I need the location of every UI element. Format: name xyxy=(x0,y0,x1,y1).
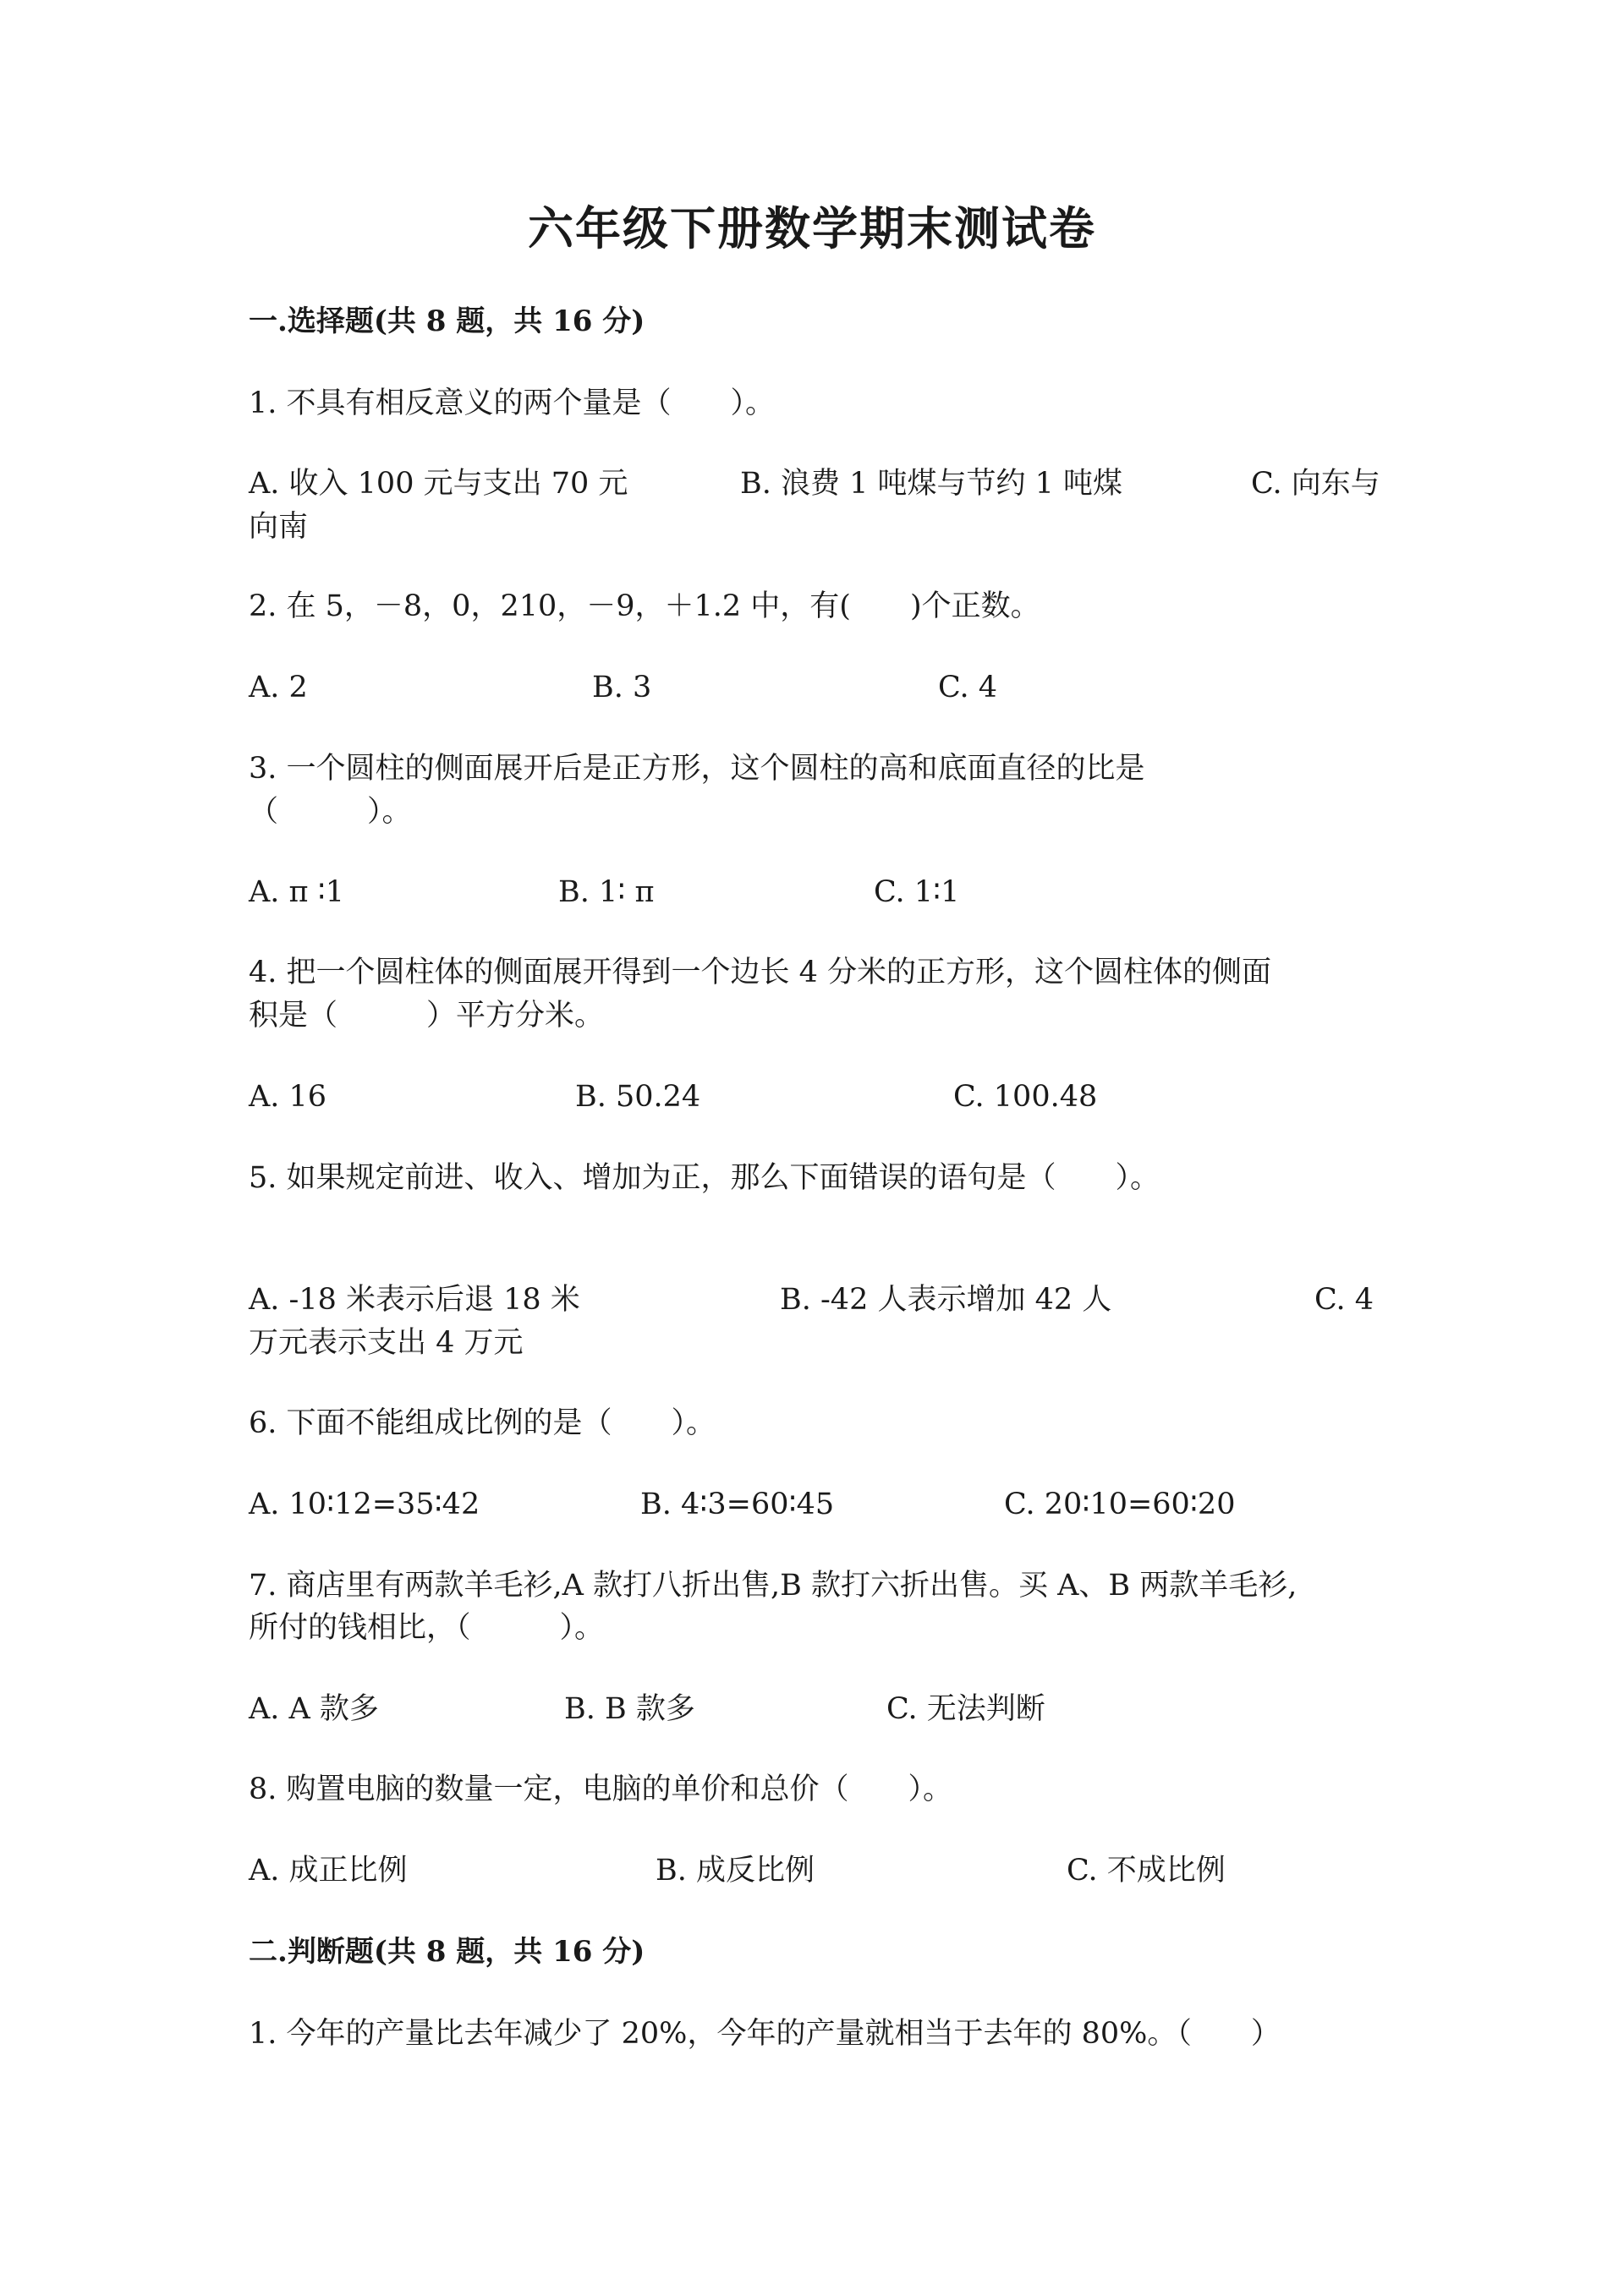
question-3-option-c: C. 1∶1 xyxy=(874,875,960,909)
question-7-option-b: B. B 款多 xyxy=(564,1692,695,1726)
question-6-option-b: B. 4∶3=60∶45 xyxy=(640,1488,835,1521)
question-8-option-b: B. 成反比例 xyxy=(656,1854,815,1888)
question-5-option-c: C. 4 xyxy=(1314,1283,1374,1317)
question-5-option-a: A. -18 米表示后退 18 米 xyxy=(249,1283,580,1317)
question-4-option-b: B. 50.24 xyxy=(575,1080,701,1114)
question-5-option-c-continued: 万元表示支出 4 万元 xyxy=(249,1326,524,1360)
question-4-stem-continued: 积是（ ）平方分米。 xyxy=(249,999,605,1033)
question-1-option-b: B. 浪费 1 吨煤与节约 1 吨煤 xyxy=(740,467,1123,501)
judgement-question-1-stem: 1. 今年的产量比去年减少了 20%，今年的产量就相当于去年的 80%。（ ） xyxy=(249,2017,1281,2051)
question-7-option-a: A. A 款多 xyxy=(249,1692,379,1726)
question-5-stem: 5. 如果规定前进、收入、增加为正，那么下面错误的语句是（ ）。 xyxy=(249,1161,1160,1195)
question-1-option-a: A. 收入 100 元与支出 70 元 xyxy=(249,467,628,501)
question-2-option-b: B. 3 xyxy=(592,671,652,704)
question-1-stem: 1. 不具有相反意义的两个量是（ ）。 xyxy=(249,386,776,420)
question-3-stem: 3. 一个圆柱的侧面展开后是正方形，这个圆柱的高和底面直径的比是 xyxy=(249,752,1145,786)
question-4-option-a: A. 16 xyxy=(249,1080,327,1114)
question-3-stem-continued: （ ）。 xyxy=(249,795,412,829)
question-3-option-b: B. 1∶ π xyxy=(558,875,655,909)
question-6-stem: 6. 下面不能组成比例的是（ ）。 xyxy=(249,1406,716,1440)
question-2-stem: 2. 在 5，－8，0，210，－9，＋1.2 中，有( )个正数。 xyxy=(249,589,1040,623)
question-2-option-a: A. 2 xyxy=(249,671,308,704)
question-7-option-c: C. 无法判断 xyxy=(886,1692,1045,1726)
question-1-option-c: C. 向东与 xyxy=(1251,467,1380,501)
section-heading-judgement: 二.判断题(共 8 题，共 16 分) xyxy=(249,1935,645,1969)
question-5-option-b: B. -42 人表示增加 42 人 xyxy=(780,1283,1112,1317)
question-6-option-a: A. 10∶12=35∶42 xyxy=(249,1488,480,1521)
section-heading-choice: 一.选择题(共 8 题，共 16 分) xyxy=(249,304,645,338)
question-6-option-c: C. 20∶10=60∶20 xyxy=(1004,1488,1236,1521)
question-4-option-c: C. 100.48 xyxy=(953,1080,1098,1114)
question-7-stem: 7. 商店里有两款羊毛衫,A 款打八折出售,B 款打六折出售。买 A、B 两款羊毛衫, xyxy=(249,1569,1298,1603)
question-4-stem: 4. 把一个圆柱体的侧面展开得到一个边长 4 分米的正方形，这个圆柱体的侧面 xyxy=(249,956,1272,989)
question-8-option-c: C. 不成比例 xyxy=(1067,1854,1226,1888)
question-8-option-a: A. 成正比例 xyxy=(249,1854,408,1888)
question-1-option-c-continued: 向南 xyxy=(249,510,309,544)
question-7-stem-continued: 所付的钱相比，（ ）。 xyxy=(249,1611,605,1645)
question-8-stem: 8. 购置电脑的数量一定，电脑的单价和总价（ ）。 xyxy=(249,1773,953,1806)
question-3-option-a: A. π ∶1 xyxy=(249,875,345,909)
page-title: 六年级下册数学期末测试卷 xyxy=(528,201,1096,255)
question-2-option-c: C. 4 xyxy=(938,671,998,704)
